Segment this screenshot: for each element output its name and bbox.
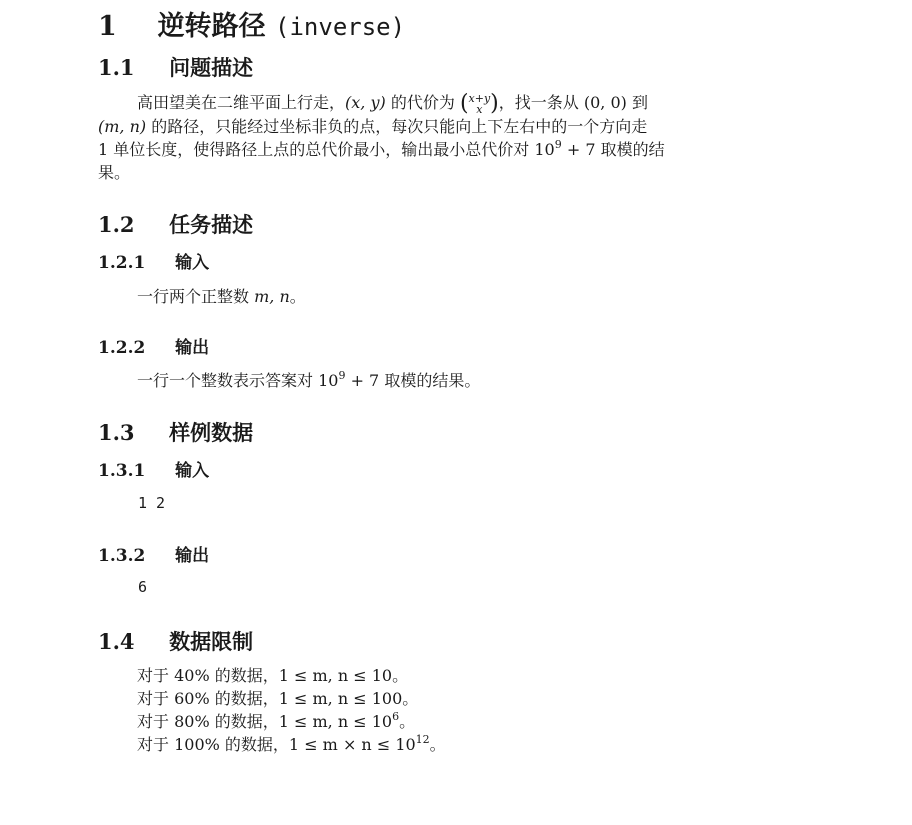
problem-line-2: (m, n) 的路径，只能经过坐标非负的点，每次只能向上下左右中的一个方向走 [98,117,648,136]
sample-output: 6 [138,578,148,596]
subsection-heading-1-3-2: 1.3.2 输出 [98,546,210,566]
binomial-expression: (x+y x ) [459,91,499,116]
subsection-heading-1-2-1: 1.2.1 输入 [98,253,210,273]
subsection-heading-1-3-1: 1.3.1 输入 [98,461,210,481]
title-text: 逆转路径 [157,11,266,42]
constraint-row: 对于 60% 的数据，1 ≤ m, n ≤ 100。 [137,689,419,708]
title-number: 1 [98,11,117,42]
section-heading-1-3: 1.3 样例数据 [98,420,254,445]
document-title [98,4,405,43]
title-code: (inverse) [275,13,406,41]
problem-line-1: 高田望美在二维平面上行走，(x, y) 的代价为 (x+y x )，找一条从 (0, 0) 到 [137,91,648,116]
coordinate-xy: (x, y) [345,93,386,112]
section-heading-1-1 [98,52,253,82]
section-title: 问题描述 [169,55,254,80]
constraint-row: 对于 100% 的数据，$1 \le m \times n \le 10^{12}$。 [137,733,446,754]
section-number: 1.1 [98,55,135,80]
problem-line-4: 果。 [98,163,131,182]
origin-point: (0, 0) [583,93,627,112]
output-description: 一行一个整数表示答案对 $10^9 + 7$ 取模的结果。 [137,369,481,390]
subsection-heading-1-2-2: 1.2.2 输出 [98,338,210,358]
section-heading-1-2: 1.2 任务描述 [98,212,254,237]
constraint-row: 对于 40% 的数据，1 ≤ m, n ≤ 10。 [137,666,409,685]
binomial-bottom: x [476,102,483,116]
binomial-top: x+y [468,91,491,105]
constraint-row: 对于 80% 的数据，1 ≤ m, $n \le 10^6$。 [137,710,416,731]
section-heading-1-4: 1.4 数据限制 [98,629,254,654]
sample-input: 1 2 [138,494,166,512]
problem-line-3: 1 单位长度，使得路径上点的总代价最小，输出最小总代价对 $10^9 + 7$ 取模的结 [98,138,665,159]
input-description: 一行两个正整数 m, n。 [137,287,306,306]
coordinate-mn: (m, n) [98,117,147,136]
